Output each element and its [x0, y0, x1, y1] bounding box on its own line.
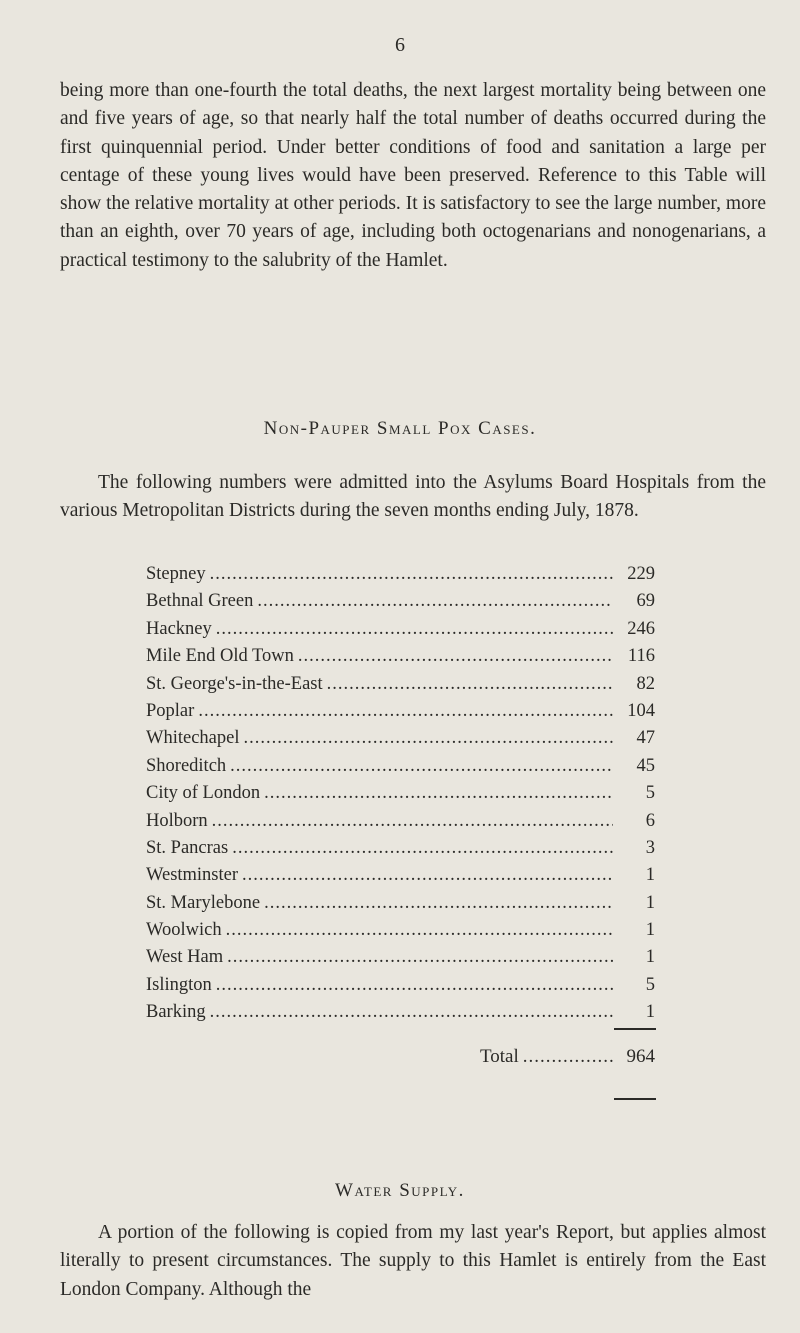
leader-dots: [230, 756, 613, 777]
district-name: Bethnal Green: [146, 591, 254, 612]
leader-dots: [212, 811, 613, 832]
small-pox-heading: Non-Pauper Small Pox Cases.: [263, 418, 537, 439]
leader-dots: [210, 1002, 613, 1023]
district-name: Barking: [146, 1002, 206, 1023]
table-row: [146, 811, 655, 838]
leader-dots: [523, 1046, 613, 1068]
district-name: Shoreditch: [146, 755, 227, 776]
district-table: [146, 564, 655, 1030]
table-row: [146, 865, 655, 892]
district-name: City of London: [146, 783, 261, 804]
district-count: 69: [636, 591, 655, 612]
mortality-paragraph: being more than one-fourth the total deaths, the next largest mortality being between one and five years of age, so that nearly half the total number of deaths occurred during the first quinquennial period. Under better conditions of food and sanitation a large per centage of these young lives would have been preserved. Reference to this Table will show the relative mortality at other periods. It is satisfactory to see the large number, more than an eighth, over 70 years of age, including both octogenarians and nonogenarians, a practical testimony to the salubrity of the Hamlet.: [60, 80, 766, 271]
total-value: 964: [626, 1046, 655, 1067]
district-name: St. George's-in-the-East: [146, 673, 323, 694]
total-row: [480, 1046, 655, 1068]
district-name: Whitechapel: [146, 728, 240, 749]
district-count: 1: [645, 892, 655, 913]
district-count: 1: [645, 865, 655, 886]
water-supply-heading: Water Supply.: [335, 1180, 465, 1201]
district-count: 5: [645, 783, 655, 804]
leader-dots: [232, 838, 613, 859]
table-row: [146, 756, 655, 783]
district-count: 47: [636, 728, 655, 749]
table-row: [146, 591, 655, 618]
table-row: [146, 893, 655, 920]
district-count: 1: [645, 920, 655, 941]
district-name: St. Pancras: [146, 837, 229, 858]
district-name: St. Marylebone: [146, 892, 261, 913]
district-count: 104: [627, 700, 655, 721]
table-row: [146, 920, 655, 947]
leader-dots: [198, 701, 613, 722]
district-count: 82: [636, 673, 655, 694]
table-row: [146, 975, 655, 1002]
district-count: 1: [645, 947, 655, 968]
table-row: [146, 783, 655, 810]
table-row: [146, 728, 655, 755]
table-row: [146, 838, 655, 865]
leader-dots: [298, 646, 613, 667]
district-name: Mile End Old Town: [146, 646, 294, 667]
table-row: [146, 947, 655, 974]
leader-dots: [257, 591, 613, 612]
district-name: Westminster: [146, 865, 239, 886]
district-name: Poplar: [146, 700, 195, 721]
district-name: Hackney: [146, 618, 212, 639]
leader-dots: [210, 564, 613, 585]
district-name: Stepney: [146, 564, 206, 584]
leader-dots: [242, 865, 613, 886]
district-name: Holborn: [146, 810, 208, 831]
district-count: 3: [645, 837, 655, 858]
table-row: [146, 701, 655, 728]
total-rule-bottom: [614, 1098, 656, 1100]
table-row: [146, 1002, 655, 1029]
district-count: 116: [627, 646, 655, 667]
table-row: [146, 646, 655, 673]
leader-dots: [243, 728, 613, 749]
leader-dots: [327, 674, 613, 695]
district-name: Islington: [146, 974, 212, 995]
table-row: [146, 619, 655, 646]
district-count: 5: [645, 974, 655, 995]
district-count: 1: [645, 1002, 655, 1023]
district-count: 229: [627, 564, 655, 584]
district-count: 246: [627, 618, 655, 639]
leader-dots: [264, 783, 613, 804]
page-number: 6: [395, 34, 405, 56]
leader-dots: [264, 893, 613, 914]
total-label: Total: [480, 1046, 519, 1067]
district-count: 6: [645, 810, 655, 831]
total-rule-top: [614, 1028, 656, 1030]
water-supply-paragraph: A portion of the following is copied from my last year's Report, but applies almost literally to present circumstances. The supply to this Hamlet is entirely from the East London Company. Although the: [60, 1222, 766, 1300]
small-pox-intro-paragraph: The following numbers were admitted into the Asylums Board Hospitals from the various Metropolitan Districts during the seven months ending July, 1878.: [60, 472, 766, 522]
leader-dots: [216, 619, 613, 640]
leader-dots: [227, 947, 613, 968]
table-row: [146, 674, 655, 701]
leader-dots: [216, 975, 613, 996]
district-name: West Ham: [146, 947, 224, 968]
district-count: 45: [636, 755, 655, 776]
leader-dots: [226, 920, 613, 941]
district-name: Woolwich: [146, 920, 222, 941]
table-row: [146, 564, 655, 591]
